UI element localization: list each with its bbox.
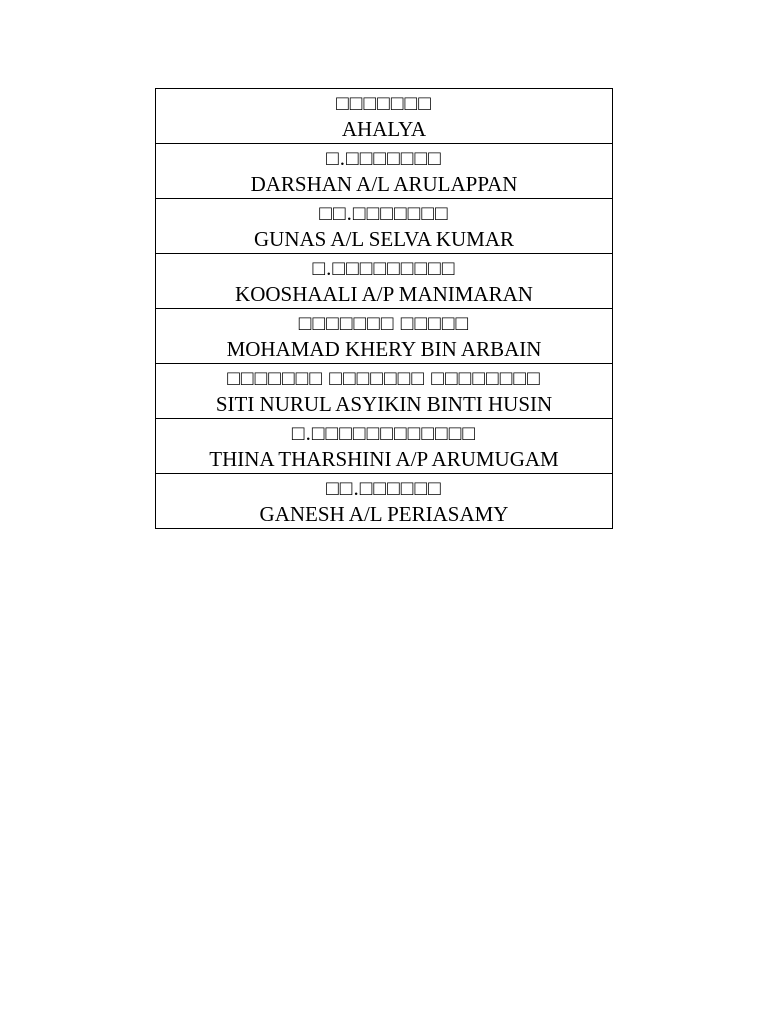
roman-name: MOHAMAD KHERY BIN ARBAIN bbox=[226, 337, 542, 361]
roman-name: GANESH A/L PERIASAMY bbox=[259, 502, 509, 526]
table-row bbox=[156, 89, 613, 144]
native-script-name: □.□□□□□□□□□□□□ bbox=[291, 421, 477, 445]
native-script-name: □□□□□□□ bbox=[336, 91, 432, 115]
name-cell bbox=[156, 144, 613, 199]
name-cell bbox=[156, 309, 613, 364]
roman-name: DARSHAN A/L ARULAPPAN bbox=[250, 172, 518, 196]
name-cell bbox=[156, 474, 613, 529]
name-cell bbox=[156, 364, 613, 419]
name-cell bbox=[156, 254, 613, 309]
table-row bbox=[156, 364, 613, 419]
table-row bbox=[156, 254, 613, 309]
table-row bbox=[156, 199, 613, 254]
native-script-name: □□□□□□□ □□□□□□□ □□□□□□□□ bbox=[227, 366, 541, 390]
table-row bbox=[156, 309, 613, 364]
native-script-name: □□.□□□□□□ bbox=[326, 476, 442, 500]
name-cell bbox=[156, 419, 613, 474]
name-cell bbox=[156, 199, 613, 254]
native-script-name: □.□□□□□□□□□ bbox=[312, 256, 456, 280]
name-cell bbox=[156, 89, 613, 144]
roman-name: THINA THARSHINI A/P ARUMUGAM bbox=[209, 447, 559, 471]
roman-name: AHALYA bbox=[341, 117, 427, 141]
native-script-name: □.□□□□□□□ bbox=[326, 146, 442, 170]
table-row bbox=[156, 144, 613, 199]
native-script-name: □□□□□□□ □□□□□ bbox=[298, 311, 470, 335]
table-row bbox=[156, 474, 613, 529]
student-name-table bbox=[155, 88, 613, 529]
table-row bbox=[156, 419, 613, 474]
native-script-name: □□.□□□□□□□ bbox=[319, 201, 449, 225]
roman-name: SITI NURUL ASYIKIN BINTI HUSIN bbox=[215, 392, 553, 416]
roman-name: GUNAS A/L SELVA KUMAR bbox=[253, 227, 515, 251]
roman-name: KOOSHAALI A/P MANIMARAN bbox=[235, 282, 533, 306]
